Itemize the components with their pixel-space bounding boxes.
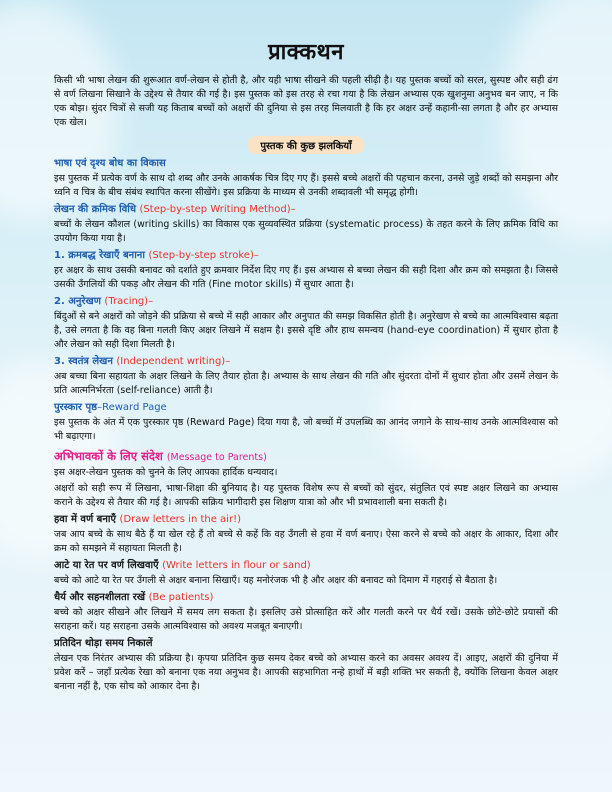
parents-heading: अभिभावकों के लिए संदेश (Message to Parents) [54,449,267,463]
section-body: अब बच्चा बिना सहायता के अक्षर लिखने के लिए तैयार होता है। अभ्यास के साथ लेखन की गति और सुंदरता दोनों में सुधार होता और उसमें लेखन के प्रति आत्मनिर्भरता (self-reliance) आती है। [54,371,558,396]
section-body: इस पुस्तक के अंत में एक पुरस्कार पृष्ठ (Reward Page) दिया गया है, जो बच्चों में उपलब्धि का आनंद जगाने के साथ-साथ उनके आत्मविश्वास को भी बढ़ाएगा। [54,417,558,442]
section-body: बिंदुओं से बने अक्षरों को जोड़ने की प्रक्रिया से बच्चे में सही आकार और अनुपात की समझ विकसित होती है। अनुरेखण से बच्चे का आत्मविश्वास बढ़ता है, उसे लगता है कि वह बिना गलती किए अक्षर लिखने में सक्षम है। इससे दृष्टि और हाथ समन्वय (hand-eye coordination) में सुधार होता है और लेखन को सही दिशा मिलती है। [54,311,558,350]
tip-heading: हवा में वर्ण बनाएँ (Draw letters in the air!) [54,514,241,525]
parents-thanks: इस अक्षर-लेखन पुस्तक को चुनने के लिए आपका हार्दिक धन्यवाद। [54,467,278,478]
tip-body: जब आप बच्चे के साथ बैठे हैं या खेल रहे हैं तो बच्चे से कहें कि वह उँगली से हवा में वर्ण बनाए। ऐसा करने से बच्चे को अक्षर के आकार, दिशा और क्रम को समझने में सहायता मिलती है। [54,529,558,554]
section-heading: 3. स्वतंत्र लेखन (Independent writing)– [54,356,231,367]
section-body: हर अक्षर के साथ उसकी बनावट को दर्शाते हुए क्रमवार निर्देश दिए गए हैं। इस अभ्यास से बच्चा लेखन की सही दिशा और क्रम को समझता है। जिससे उसकी उँगलियों की पकड़ और लेखन की गति (Fine motor skills) में सुधार आता है। [54,265,558,290]
section-heading: 2. अनुरेखण (Tracing)– [54,296,154,307]
page-title: प्राक्कथन [268,40,344,65]
section-heading: पुरस्कार पृष्ठ–Reward Page [54,402,167,413]
highlights-badge-wrap [54,134,558,154]
tip-heading: प्रतिदिन थोड़ा समय निकालें [54,638,153,649]
tip-heading: धैर्य और सहनशीलता रखें (Be patients) [54,592,214,603]
section-body: बच्चों के लेखन कौशल (writing skills) का विकास एक सुव्यवस्थित प्रक्रिया (systematic process) के तहत करने के लिए क्रमिक विधि का उपयोग किया गया है। [54,219,558,244]
parents-body: अक्षरों को सही रूप में लिखना, भाषा-शिक्षा की बुनियाद है। यह पुस्तक विशेष रूप से बच्चों को सुंदर, संतुलित एवं स्पष्ट अक्षर लिखने का अभ्यास कराने के उद्देश्य से तैयार की गई है। आपकी सक्रिय भागीदारी इस शिक्षण यात्रा को और भी प्रभावशाली बना सकती है। [54,483,558,508]
preface-page [54,36,558,694]
section-heading: भाषा एवं दृश्य बोध का विकास [54,158,166,169]
tip-body: बच्चे को अक्षर सीखने और लिखने में समय लग सकता है। इसलिए उसे प्रोत्साहित करें और गलती करने पर धैर्य रखें। उसके छोटे-छोटे प्रयासों की सराहना करें। यह सराहना उसके आत्मविश्वास को अवश्य मजबूत बनाएगी। [54,607,558,632]
section-body: इस पुस्तक में प्रत्येक वर्ण के साथ दो शब्द और उनके आकर्षक चित्र दिए गए हैं। इससे बच्चे अक्षरों की पहचान करना, उनसे जुड़े शब्दों को समझना और ध्वनि व चित्र के बीच संबंध स्थापित करना सीखेंगे। इस प्रक्रिया के माध्यम से उनकी शब्दावली भी समृद्ध होगी। [54,173,558,198]
section-heading: लेखन की क्रमिक विधि (Step-by-step Writing Method)– [54,204,296,215]
intro-paragraph: किसी भी भाषा लेखन की शुरूआत वर्ण-लेखन से होती है, और यही भाषा सीखने की पहली सीढ़ी है। यह पुस्तक बच्चों को सरल, सुस्पष्ट और सही ढंग से वर्ण लिखना सिखाने के उद्देश्य से तैयार की गई है। इस पुस्तक को इस तरह से रचा गया है कि लेखन अभ्यास एक खुशनुमा अनुभव बन जाए, न कि एक बोझ। सुंदर चित्रों से सजी यह किताब बच्चों को अक्षरों की दुनिया से इस तरह मिलवाती है कि हर अक्षर उन्हें कहानी-सा लगता है और हर अभ्यास एक खेल। [54,75,558,128]
tip-body: लेखन एक निरंतर अभ्यास की प्रक्रिया है। कृपया प्रतिदिन कुछ समय देकर बच्चे को अभ्यास करने का अवसर अवश्य दें। आइए, अक्षरों की दुनिया में प्रवेश करें – जहाँ प्रत्येक रेखा को बनाना एक नया अनुभव है। आपकी सहभागिता नन्हे हाथों में बड़ी शक्ति भर सकती है, क्योंकि लिखना केवल अक्षर बनाना नहीं है, एक सोच को आकार देना है। [54,653,558,692]
tip-heading: आटे या रेत पर वर्ण लिखवाएँ (Write letters in flour or sand) [54,560,311,571]
highlights-badge: पुस्तक की कुछ झलकियाँ [248,136,363,154]
tip-body: बच्चे को आटे या रेत पर उँगली से अक्षर बनाना सिखाएँ। यह मनोरंजक भी है और अक्षर की बनावट को दिमाग में गहराई से बैठाता है। [54,575,498,586]
section-heading: 1. क्रमबद्ध रेखाएँ बनाना (Step-by-step stroke)– [54,250,259,261]
